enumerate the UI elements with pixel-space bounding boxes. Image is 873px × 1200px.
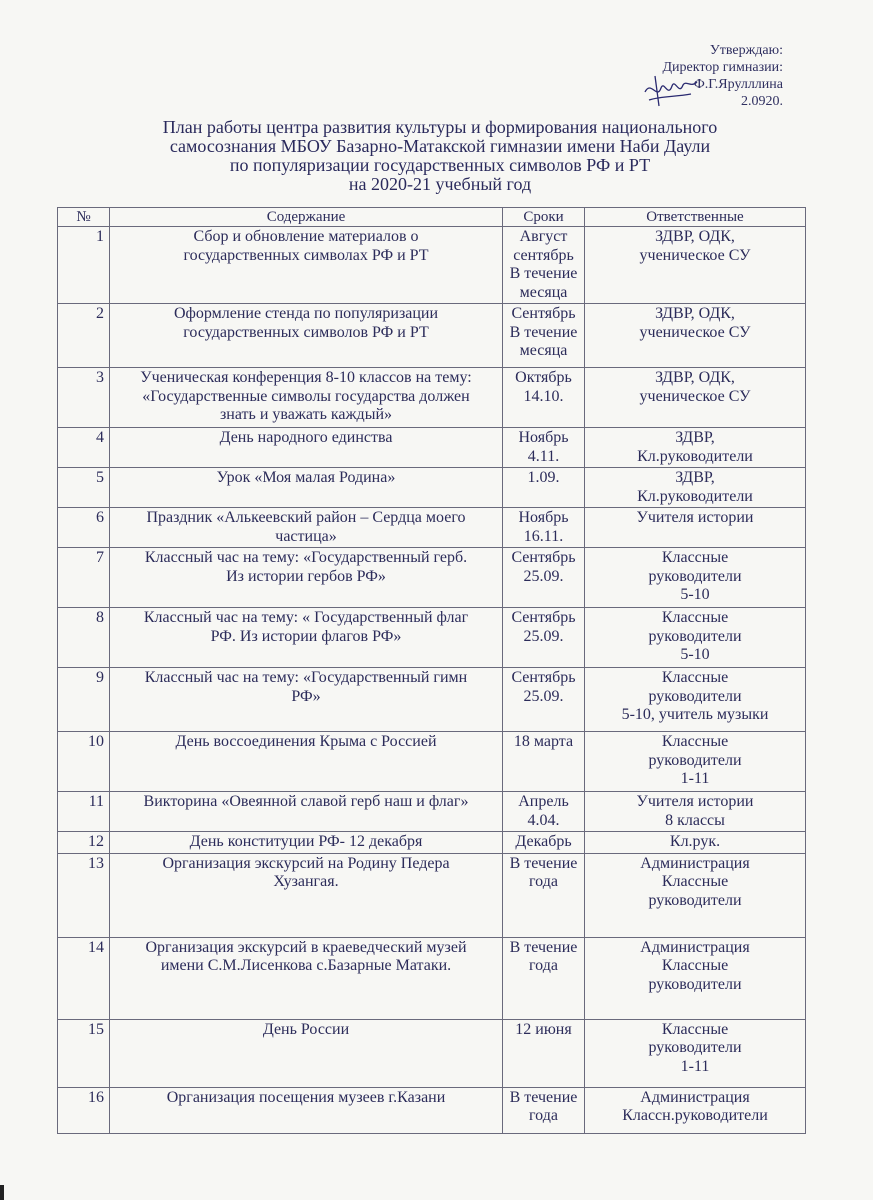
row-term-line: года [529, 1107, 558, 1124]
row-term-line: В течение [509, 1088, 578, 1106]
row-responsible-line: руководители [648, 891, 742, 909]
table-row [58, 937, 806, 1019]
row-term-line: 25.09. [523, 627, 564, 645]
row-number: 14 [58, 937, 110, 1019]
row-responsible-line: Классные [661, 733, 729, 750]
approval-line-3: Ф.Г.Ярулллина [693, 77, 783, 92]
row-term [503, 368, 585, 428]
row-term-line: 25.09. [523, 687, 564, 705]
row-content [110, 832, 503, 854]
row-term [503, 428, 585, 468]
row-responsible-line: 8 классы [665, 811, 725, 829]
approval-block [583, 42, 783, 110]
table-row [58, 1019, 806, 1087]
row-content [110, 937, 503, 1019]
row-term [503, 468, 585, 508]
title-line-3: по популяризации государственных символов РФ и РТ [229, 155, 651, 175]
row-responsible-line: руководители [648, 975, 742, 993]
row-content-line: Ученическая конференция 8-10 классов на тему: [140, 369, 472, 386]
approval-line-2: Директор гимназии: [662, 60, 783, 75]
director-signature [641, 70, 701, 110]
row-content-line: День народного единства [219, 429, 393, 446]
table-row [58, 508, 806, 548]
row-responsible-line: Классные [661, 549, 729, 566]
row-content [110, 792, 503, 832]
table-row [58, 608, 806, 668]
row-responsible-line: 5-10, учитель музыки [621, 706, 769, 723]
row-content-line: Сбор и обновление материалов о [193, 228, 419, 245]
row-content [110, 1087, 503, 1133]
row-term [503, 608, 585, 668]
row-number: 9 [58, 668, 110, 732]
row-number: 6 [58, 508, 110, 548]
row-content-line: частица» [275, 527, 337, 545]
row-responsible [585, 608, 806, 668]
header-number: № [58, 208, 110, 227]
row-content [110, 428, 503, 468]
row-term-line: Ноябрь [518, 429, 569, 446]
row-content-line: Классный час на тему: « Государственный флаг [143, 609, 469, 626]
row-content-line: Организация экскурсий в краеведческий музей [145, 938, 467, 956]
table-row [58, 368, 806, 428]
approval-line-4: 2.0920. [741, 94, 783, 109]
row-term-line: месяца [519, 283, 568, 301]
row-term-line: В течение [509, 265, 578, 282]
row-responsible-line: ЗДВР, ОДК, [655, 305, 735, 322]
row-responsible-line: ЗДВР, [675, 429, 715, 446]
table-row [58, 304, 806, 368]
row-content [110, 1019, 503, 1087]
row-responsible-line: 5-10 [680, 586, 710, 603]
row-content-line: Праздник «Алькеевский район – Сердца моего [146, 509, 466, 526]
row-number: 2 [58, 304, 110, 368]
row-term-line: Апрель [518, 793, 569, 810]
row-responsible [585, 368, 806, 428]
row-content-line: знать и уважать каждый» [219, 406, 393, 423]
row-term [503, 832, 585, 854]
table-row [58, 832, 806, 854]
table-row [58, 227, 806, 304]
row-term [503, 853, 585, 937]
row-content [110, 508, 503, 548]
row-term-line: Ноябрь [518, 509, 569, 526]
row-responsible [585, 1019, 806, 1087]
row-term-line: Сентябрь [511, 669, 576, 686]
row-content-line: «Государственные символы государства должен [142, 387, 470, 405]
row-term-line: В течение [509, 938, 578, 956]
row-responsible [585, 227, 806, 304]
row-content-line: Из истории гербов РФ» [226, 567, 386, 585]
row-responsible-line: Классные [661, 873, 729, 890]
row-responsible [585, 732, 806, 792]
row-term-line: Сентябрь [511, 609, 576, 626]
approval-line-1: Утверждаю: [709, 43, 783, 58]
row-term-line: года [529, 957, 558, 974]
scan-edge-mark [0, 1185, 4, 1200]
row-content-line: имени С.М.Лисенкова с.Базарные Матаки. [160, 957, 452, 974]
row-content [110, 668, 503, 732]
row-term [503, 508, 585, 548]
row-content-line: Урок «Моя малая Родина» [216, 469, 396, 486]
row-responsible-line: Администрация [640, 938, 750, 956]
row-number: 8 [58, 608, 110, 668]
row-term [503, 548, 585, 608]
title-line-1: План работы центра развития культуры и формирования национального [162, 117, 718, 137]
row-number: 5 [58, 468, 110, 508]
row-term-line: 18 марта [513, 733, 574, 750]
title-line-4: на 2020-21 учебный год [348, 174, 532, 194]
table-row [58, 468, 806, 508]
row-content [110, 468, 503, 508]
row-responsible-line: Классные [661, 1020, 729, 1038]
row-content [110, 227, 503, 304]
row-responsible-line: руководители [648, 567, 742, 585]
plan-table [57, 207, 806, 1134]
row-term-line: Декабрь [515, 833, 572, 850]
row-responsible-line: Учителя истории [636, 793, 754, 810]
row-content-line: Хузангая. [273, 873, 339, 890]
row-content-line: Викторина «Овеянной славой герб наш и флаг» [143, 793, 469, 810]
row-responsible-line: 1-11 [680, 770, 710, 787]
row-term-line: Сентябрь [511, 549, 576, 566]
row-responsible [585, 468, 806, 508]
table-row [58, 548, 806, 608]
row-responsible-line: руководители [648, 751, 742, 769]
row-term-line: 4.04. [527, 811, 560, 829]
row-content [110, 853, 503, 937]
row-term-line: В течение [509, 323, 578, 341]
row-term [503, 1019, 585, 1087]
row-responsible [585, 792, 806, 832]
row-responsible-line: 1-11 [680, 1057, 710, 1075]
row-term-line: 4.11. [527, 447, 560, 465]
row-responsible-line: руководители [648, 687, 742, 705]
row-term [503, 668, 585, 732]
row-responsible-line: Классные [661, 669, 729, 686]
row-term [503, 227, 585, 304]
row-term [503, 732, 585, 792]
table-body [58, 227, 806, 1134]
row-content [110, 304, 503, 368]
row-term-line: 1.09. [527, 469, 560, 486]
row-responsible-line: Классн.руководители [622, 1107, 768, 1124]
row-term-line: года [529, 873, 558, 890]
row-content [110, 548, 503, 608]
row-content-line: государственных символах РФ и РТ [183, 246, 429, 264]
row-responsible [585, 668, 806, 732]
row-content-line: День России [262, 1020, 350, 1038]
row-content-line: Классный час на тему: «Государственный гимн [144, 669, 468, 686]
row-responsible-line: 5-10 [680, 646, 710, 663]
row-term-line: Октябрь [515, 369, 572, 386]
table-row [58, 428, 806, 468]
table-row [58, 792, 806, 832]
row-responsible [585, 1087, 806, 1133]
row-responsible-line: Администрация [640, 854, 750, 872]
row-responsible [585, 304, 806, 368]
row-content [110, 608, 503, 668]
row-number: 11 [58, 792, 110, 832]
header-responsible: Ответственные [585, 208, 806, 227]
row-responsible [585, 428, 806, 468]
table-row [58, 853, 806, 937]
row-responsible-line: руководители [648, 1039, 742, 1056]
table-row [58, 1087, 806, 1133]
row-number: 13 [58, 853, 110, 937]
row-responsible-line: Администрация [640, 1088, 750, 1106]
row-term [503, 792, 585, 832]
row-responsible-line: Учителя истории [636, 509, 754, 526]
row-responsible-line: Кл.руководители [637, 447, 753, 465]
row-content-line: государственных символов РФ и РТ [183, 323, 429, 341]
row-number: 1 [58, 227, 110, 304]
row-responsible-line: Классные [661, 609, 729, 626]
row-content-line: День конституции РФ- 12 декабря [189, 833, 423, 850]
table-row [58, 668, 806, 732]
row-number: 4 [58, 428, 110, 468]
row-responsible [585, 832, 806, 854]
row-content [110, 368, 503, 428]
row-term [503, 1087, 585, 1133]
row-number: 15 [58, 1019, 110, 1087]
row-responsible-line: руководители [648, 627, 742, 645]
row-term-line: 16.11. [523, 527, 564, 545]
row-term [503, 304, 585, 368]
row-term-line: 12 июня [515, 1020, 572, 1038]
row-number: 3 [58, 368, 110, 428]
row-responsible [585, 853, 806, 937]
row-term-line: 14.10. [523, 387, 564, 405]
row-term-line: В течение [509, 854, 578, 872]
row-responsible-line: ученическое СУ [639, 323, 751, 341]
row-term [503, 937, 585, 1019]
table-header-row [58, 208, 806, 227]
row-number: 7 [58, 548, 110, 608]
row-responsible-line: Кл.руководители [637, 487, 753, 505]
row-responsible-line: ЗДВР, ОДК, [655, 228, 735, 245]
row-term-line: Август [519, 228, 568, 245]
row-number: 10 [58, 732, 110, 792]
row-content-line: Организация экскурсий на Родину Педера [162, 854, 450, 872]
row-content-line: РФ. Из истории флагов РФ» [210, 627, 402, 645]
row-term-line: сентябрь [513, 246, 574, 264]
row-responsible-line: ученическое СУ [639, 246, 751, 264]
header-term: Сроки [503, 208, 585, 227]
row-responsible-line: Классные [661, 957, 729, 974]
row-responsible [585, 508, 806, 548]
row-responsible-line: Кл.рук. [669, 833, 721, 850]
row-content-line: Организация посещения музеев г.Казани [166, 1088, 446, 1106]
row-content [110, 732, 503, 792]
table-row [58, 732, 806, 792]
row-number: 12 [58, 832, 110, 854]
row-content-line: РФ» [291, 687, 321, 705]
row-responsible-line: ЗДВР, ОДК, [655, 369, 735, 386]
row-responsible-line: ученическое СУ [639, 387, 751, 405]
row-responsible [585, 937, 806, 1019]
row-term-line: 25.09. [523, 567, 564, 585]
row-content-line: День воссоединения Крыма с Россией [175, 733, 437, 750]
title-line-2: самосознания МБОУ Базарно-Матакской гимназии имени Наби Даули [169, 136, 711, 156]
row-content-line: Оформление стенда по популяризации [173, 305, 439, 322]
row-number: 16 [58, 1087, 110, 1133]
header-content: Содержание [110, 208, 503, 227]
row-content-line: Классный час на тему: «Государственный герб. [144, 549, 468, 566]
row-term-line: Сентябрь [511, 305, 576, 322]
row-term-line: месяца [519, 342, 568, 359]
row-responsible [585, 548, 806, 608]
row-responsible-line: ЗДВР, [675, 469, 715, 486]
document-title [60, 118, 820, 194]
